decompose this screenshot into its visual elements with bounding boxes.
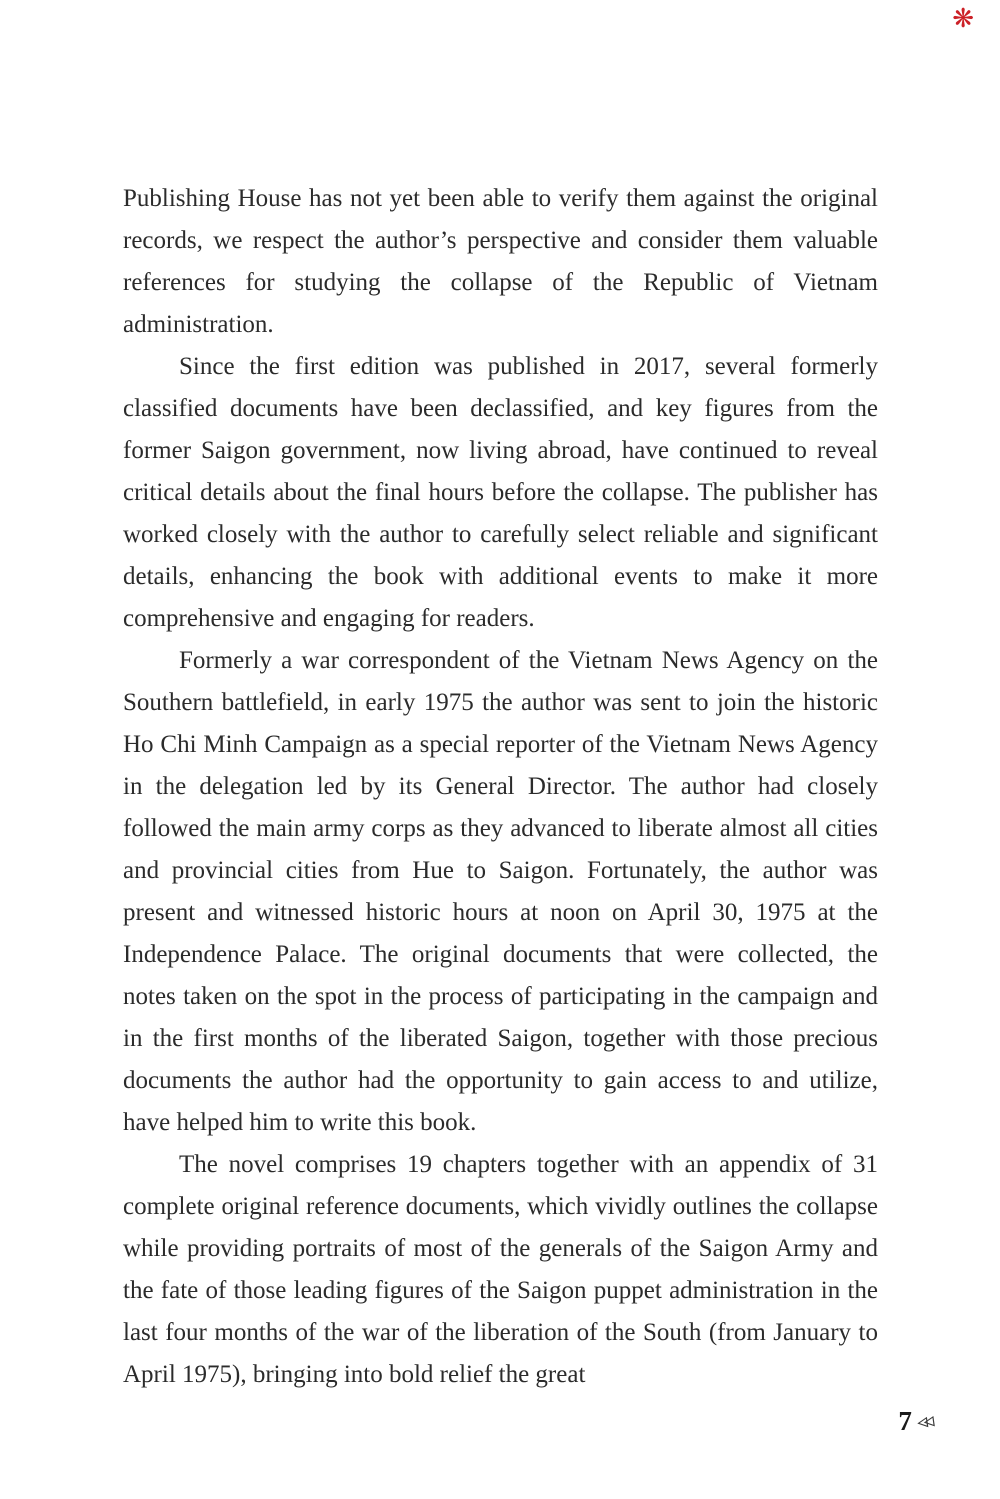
paragraph-3: Formerly a war correspondent of the Vietnam News Agency on the Southern battlefield, in early 1975 the author was sent to join the historic Ho Chi Minh Campaign as a special reporter of the Vietnam News Agency in the delegation led by its General Director. The author had closely followed the main army corps as they advanced to liberate almost all cities and provincial cities from Hue to Saigon. Fortunately, the author was present and witnessed historic hours at noon on April 30, 1975 at the Independence Palace. The original documents that were collected, the notes taken on the spot in the process of participating in the campaign and in the first months of the liberated Saigon, together with those precious documents the author had the opportunity to gain access to and utilize, have helped him to write this book. — [123, 647, 878, 1136]
flower-ornament-icon: ❋ — [952, 4, 974, 33]
paragraph-2: Since the first edition was published in 2017, several formerly classified documents have been declassified, and key figures from the former Saigon government, now living abroad, have continued to reveal critical details about the final hours before the collapse. The publisher has worked closely with the author to carefully select reliable and significant details, enhancing the book with additional events to make it more comprehensive and engaging for readers. — [123, 353, 878, 632]
paragraph-1: Publishing House has not yet been able to verify them against the original records, we respect the author’s perspective and consider them valuable references for studying the collapse of the Republic of Vietnam administration. — [123, 185, 878, 338]
body-text — [123, 178, 878, 1396]
page-number: 7 — [898, 1406, 912, 1436]
page-arrows-icon: ◃◃ — [915, 1408, 932, 1434]
paragraph-4: The novel comprises 19 chapters together with an appendix of 31 complete original reference documents, which vividly outlines the collapse while providing portraits of most of the generals of the Saigon Army and the fate of those leading figures of the Saigon puppet administration in the last four months of the war of the liberation of the South (from January to April 1975), bringing into bold relief the great — [123, 1151, 878, 1388]
page-footer — [898, 1406, 930, 1437]
